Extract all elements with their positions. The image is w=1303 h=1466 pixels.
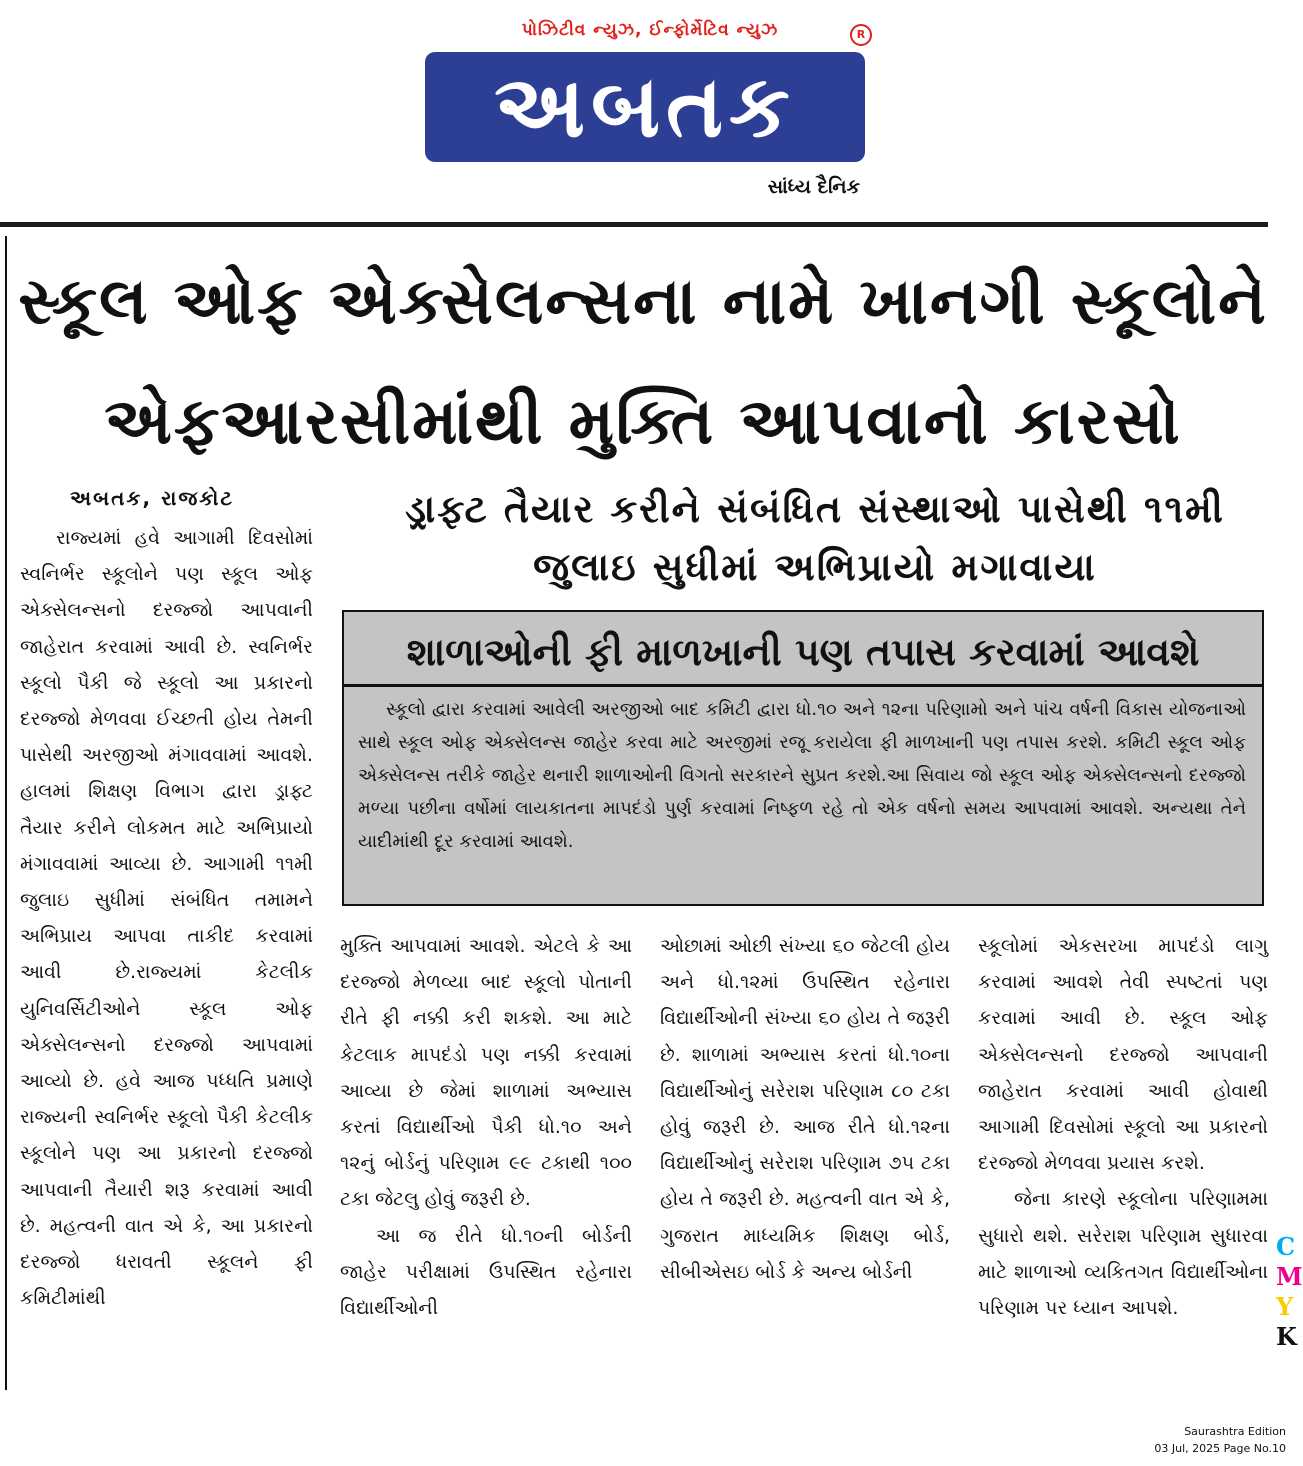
article-headline [18, 242, 1268, 482]
article-column-3 [660, 928, 950, 1290]
subhead-line-1: ડ્રાફ્ટ તૈયાર કરીને સંબંધિત સંસ્થાઓ પાસેથી ૧૧મી [405, 487, 1225, 531]
headline-line-1: સ્કૂલ ઓફ એક્સેલન્સના નામે ખાનગી સ્કૂલોને [18, 265, 1268, 339]
cmyk-registration-marks [1276, 1232, 1303, 1352]
masthead-rule [0, 222, 1268, 227]
box-body: સ્કૂલો દ્વારા કરવામાં આવેલી અરજીઓ બાદ કમિટી દ્વારા ધો.૧૦ અને ૧૨ના પરિણામો અને પાંચ વર્ષની વિકાસ યોજનાઓ સાથે સ્કૂલ ઓફ એક્સેલન્સ જાહેર કરવા માટે અરજીમાં રજૂ કરાયેલા ફી માળખાની પણ તપાસ કરશે. કમિટી સ્કૂલ ઓફ એક્સેલન્સ તરીકે જાહેર થનારી શાળાઓની વિગતો સરકારને સુપ્રત કરશે.આ સિવાય જો સ્કૂલ ઓફ એક્સેલન્સનો દરજ્જો મળ્યા પછીના વર્ષોમાં લાયકાતના માપદંડો પુર્ણ કરવામાં નિષ્ફળ રહે તો એક વર્ષનો સમય આપવામાં આવશે. અન્યથા તેને યાદીમાંથી દૂર કરવામાં આવશે. [358, 699, 1246, 852]
edition-date-page: 03 Jul, 2025 Page No.10 [1154, 1442, 1286, 1455]
article-column-2 [340, 928, 632, 1326]
masthead [0, 0, 1294, 222]
column-2-paragraph-2: આ જ રીતે ધો.૧૦ની બોર્ડની જાહેર પરીક્ષામાં ઉપસ્થિત રહેનારા વિદ્યાર્થીઓની [340, 1224, 632, 1320]
registered-mark: R [850, 24, 872, 46]
subhead-line-2: જુલાઇ સુધીમાં અભિપ્રાયો મગાવાયા [533, 545, 1097, 589]
article-column-1 [20, 520, 313, 1316]
column-1-paragraph: રાજ્યમાં હવે આગામી દિવસોમાં સ્વનિર્ભર સ્કૂલોને પણ સ્કૂલ ઓફ એક્સેલન્સનો દરજ્જો આપવાની જાહેરાત કરવામાં આવી છે. સ્વનિર્ભર સ્કૂલો પૈકી જે સ્કૂલો આ પ્રકારનો દરજ્જો મેળવવા ઈચ્છતી હોય તેમની પાસેથી અરજીઓ મંગાવવામાં આવશે. હાલમાં શિક્ષણ વિભાગ દ્વારા ડ્રાફ્ટ તૈયાર કરીને લોકમત માટે અભિપ્રાયો મંગાવવામાં આવ્યા છે. આગામી ૧૧મી જુલાઇ સુધીમાં સંબંધિત તમામને અભિપ્રાય આપવા તાકીદ કરવામાં આવી છે.રાજ્યમાં કેટલીક યુનિવર્સિટીઓને સ્કૂલ ઓફ એક્સેલન્સનો દરજ્જો આપવામાં આવ્યો છે. હવે આજ પધ્ધતિ પ્રમાણે રાજ્યની સ્વનિર્ભર સ્કૂલો પૈકી કેટલીક સ્કૂલોને પણ આ પ્રકારનો દરજ્જો આપવાની તૈયારી શરૂ કરવામાં આવી છે. મહત્વની વાત એ કે, આ પ્રકારનો દરજ્જો ધરાવતી સ્કૂલને ફી કમિટીમાંથી [20, 527, 313, 1310]
highlight-box [342, 610, 1264, 906]
column-3-paragraph: ઓછામાં ઓછી સંખ્યા ૬૦ જેટલી હોય અને ધો.૧૨માં ઉપસ્થિત રહેનારા વિદ્યાર્થીઓની સંખ્યા ૬૦ હોય તે જરૂરી છે. શાળામાં અભ્યાસ કરતાં ધો.૧૦ના વિદ્યાર્થીઓનું સરેરાશ પરિણામ ૮૦ ટકા હોવું જરૂરી છે. આજ રીતે ધો.૧૨ના વિદ્યાર્થીઓનું સરેરાશ પરિણામ ૭૫ ટકા હોય તે જરૂરી છે. મહત્વની વાત એ કે, ગુજરાત માધ્યમિક શિક્ષણ બોર્ડ, સીબીએસઇ બોર્ડ કે અન્ય બોર્ડની [660, 935, 950, 1283]
article-byline: અબતક, રાજકોટ [70, 486, 235, 510]
column-2-paragraph-1: મુક્તિ આપવામાં આવશે. એટલે કે આ દરજ્જો મેળવ્યા બાદ સ્કૂલો પોતાની રીતે ફી નક્કી કરી શકશે. આ માટે કેટલાક માપદંડો પણ નક્કી કરવામાં આવ્યા છે જેમાં શાળામાં અભ્યાસ કરતાં વિદ્યાર્થીઓ પૈકી ધો.૧૦ અને ૧૨નું બોર્ડનું પરિણામ ૯૯ ટકાથી ૧૦૦ ટકા જેટલુ હોવું જરૂરી છે. [340, 935, 632, 1211]
masthead-tagline: પોઝિટીવ ન્યુઝ, ઈન્ફોર્મેટિવ ન્યુઝ [521, 20, 779, 40]
newspaper-logo: અબતક [425, 52, 865, 162]
column-4-paragraph-1: સ્કૂલોમાં એકસરખા માપદંડો લાગુ કરવામાં આવશે તેવી સ્પષ્ટતાં પણ કરવામાં આવી છે. સ્કૂલ ઓફ એક્સેલન્સનો દરજ્જો આપવાની જાહેરાત કરવામાં આવી હોવાથી આગામી દિવસોમાં સ્કૂલો આ પ્રકારનો દરજ્જો મેળવવા પ્રયાસ કરશે. [978, 935, 1268, 1175]
crop-mark [6, 1372, 7, 1382]
masthead-subtitle: સાંધ્ય દૈનિક [767, 176, 860, 198]
cmyk-cyan: C [1276, 1232, 1296, 1261]
cmyk-black: K [1276, 1322, 1297, 1351]
edition-footer [1100, 1423, 1286, 1457]
article-column-4 [978, 928, 1268, 1326]
cmyk-magenta: M [1276, 1262, 1303, 1291]
box-heading: શાળાઓની ફી માળખાની પણ તપાસ કરવામાં આવશે [344, 612, 1262, 687]
edition-name: Saurashtra Edition [1184, 1425, 1286, 1438]
column-4-paragraph-2: જેના કારણે સ્કૂલોના પરિણામમા સુધારો થશે. સરેરાશ પરિણામ સુધારવા માટે શાળાઓ વ્યકિતગત વિદ્યાર્થીઓના પરિણામ પર ધ્યાન આપશે. [978, 1188, 1268, 1320]
cmyk-yellow: Y [1276, 1292, 1294, 1321]
article-subhead [340, 480, 1290, 596]
headline-line-2: એફઆરસીમાંથી મુક્તિ આપવાનો કારસો [104, 385, 1182, 459]
left-column-rule [5, 236, 7, 1390]
